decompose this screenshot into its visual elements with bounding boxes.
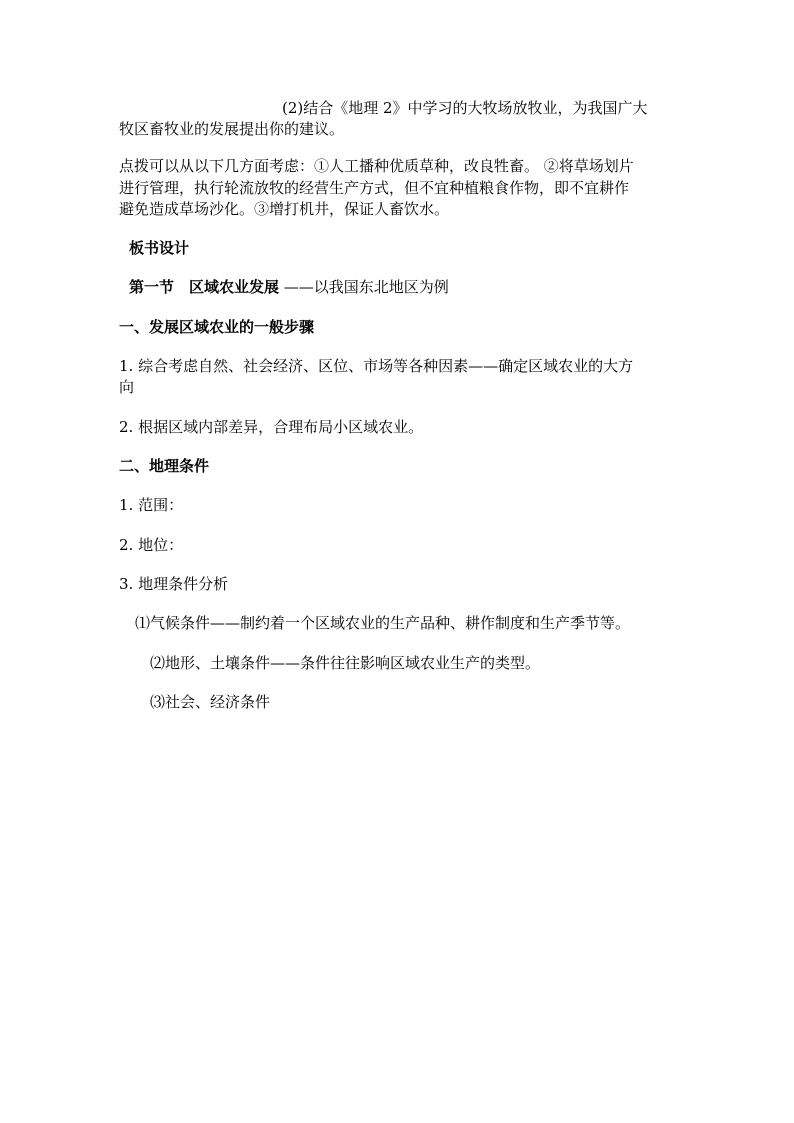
part2-item3: 3. 地理条件分析 — [119, 575, 229, 593]
hint-line-2: 进行管理，执行轮流放牧的经营生产方式，但不宜种植粮食作物，即不宜耕作 — [119, 179, 630, 197]
part1-title: 一、发展区域农业的一般步骤 — [119, 318, 315, 336]
part2-item2: 2. 地位： — [119, 536, 184, 554]
board-design-heading: 板书设计 — [129, 239, 190, 257]
part1-item1-line2: 向 — [119, 378, 135, 396]
part1-item2: 2. 根据区域内部差异，合理布局小区域农业。 — [119, 418, 424, 436]
section-title-subtitle: ——以我国东北地区为例 — [279, 278, 449, 296]
analysis-sub1: ⑴气候条件——制约着一个区域农业的生产品种、耕作制度和生产季节等。 — [135, 614, 631, 632]
analysis-sub3: ⑶社会、经济条件 — [150, 693, 271, 711]
hint-line-1: 点拨可以从以下几方面考虑：①人工播种优质草种，改良牲畜。 ②将草场划片 — [119, 157, 634, 175]
section-title-bold: 第一节 区域农业发展 — [129, 278, 280, 296]
part2-item1: 1. 范围： — [119, 496, 184, 514]
question-line-1: (2)结合《地理 2》中学习的大牧场放牧业，为我国广大 — [282, 99, 648, 117]
part2-title: 二、地理条件 — [119, 457, 210, 475]
section-title — [129, 277, 449, 298]
hint-line-3: 避免造成草场沙化。③增打机井，保证人畜饮水。 — [119, 200, 450, 218]
part1-item1-line1: 1. 综合考虑自然、社会经济、区位、市场等各种因素——确定区域农业的大方 — [119, 357, 634, 375]
analysis-sub2: ⑵地形、土壤条件——条件往往影响区域农业生产的类型。 — [150, 654, 541, 672]
question-line-2: 牧区畜牧业的发展提出你的建议。 — [119, 120, 345, 138]
